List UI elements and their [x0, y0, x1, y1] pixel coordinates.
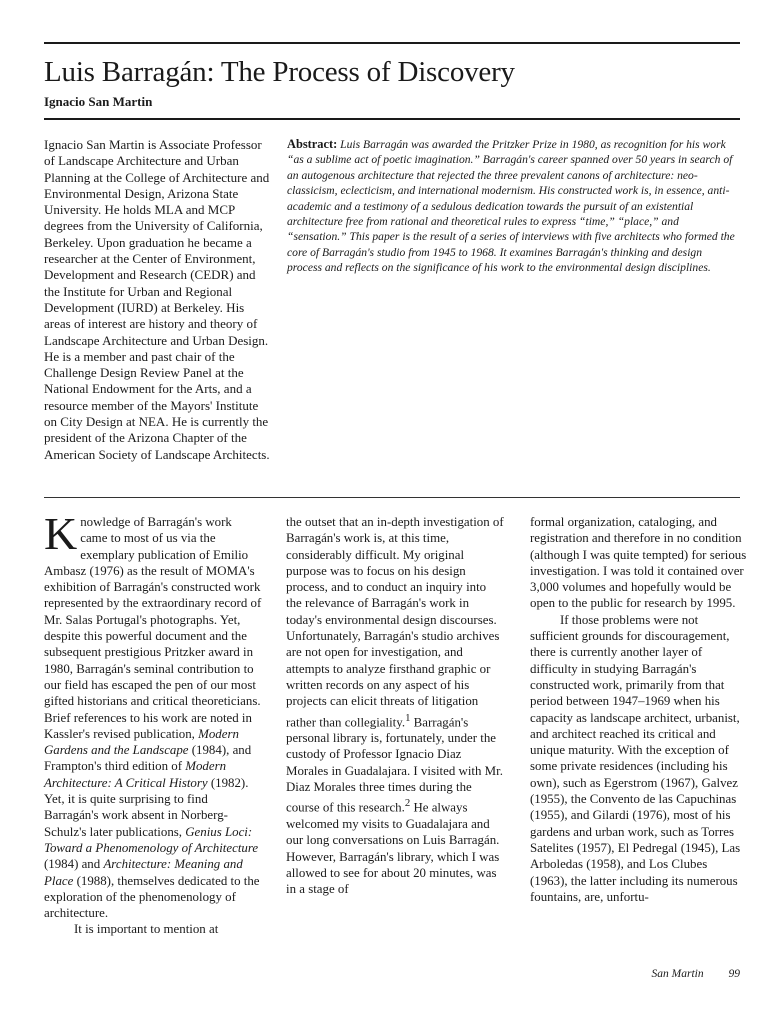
author-bio: Ignacio San Martin is Associate Professor of Landscape Architecture and Urban Planning at the College of Architecture and Environmental Design, Arizona State University. He holds MLA and MCP degrees from the University of California, Berkeley. Upon graduation he became a researcher at the Center of Environment, Development and Research (CEDR) and the Institute for Urban and Regional Development (IURD) at Berkeley. His areas of interest are history and theory of Landscape Architecture and Urban Design. He is a member and past chair of the Challenge Design Review Panel at the National Endowment for the Arts, and a resource member of the Mayors' Institute on City Design at NEA. He is currently the president of the Arizona Chapter of the American Society of Landscape Architects.: [44, 137, 270, 462]
citation-title: Architecture: Meaning and Place: [44, 857, 243, 888]
body-paragraph: If those problems were not sufficient grounds for discouragement, there is currently another layer of difficulty in studying Barragán's constructed work, primarily from that period between 1947–1969 when his capacity as landscape architect, urbanist, and architect reached its critical and unique maturity. With the exception of some private residences (including his own), such as Egerstrom (1967), Galvez (1955), the Convento de las Capuchinas (1955), and Gilardi (1976), most of his gardens and urban work, such as Torres Satelites (1957), El Pedregal (1945), Las Arboledas (1958), and Los Clubes (1963), the latter including its numerous fountains, are, unfortu-: [530, 612, 741, 904]
body-text: (1982). Yet, it is quite surprising to find Barragán's work absent in Norberg-Schulz's later publications,: [44, 775, 249, 839]
top-rule: [44, 42, 740, 44]
body-paragraph: [44, 508, 262, 921]
abstract: [287, 137, 739, 276]
body-text: (1988), themselves dedicated to the exploration of the phenomenology of architecture.: [44, 873, 260, 921]
drop-cap: K: [44, 508, 78, 559]
header-rule: [44, 118, 740, 120]
running-head: San Martin: [651, 968, 704, 980]
citation-title: Modern Architecture: A Critical History: [44, 759, 227, 790]
body-text: (1984), and Frampton's third edition of: [44, 743, 252, 774]
author-name: Ignacio San Martin: [44, 94, 153, 109]
abstract-text: Luis Barragán was awarded the Pritzker Prize in 1980, as recognition for his work “as a sublime act of poetic imagination.” Barragán's career spanned over 50 years in search of an autogenous architecture that rejected the three prevalent canons of architecture: neo-classicism, eclecticism, and international modernism. His constructed work is, in essence, anti-academic and a testimony of a sedulous dedication towards the pursuit of an existential architecture free from rational and theoretical rules to express “time,” “place,” and “sensation.” This paper is the result of a series of interviews with five architects who formed the core of Barragán's studio from 1945 to 1968. It examines Barragán's thinking and design process and reflects on the significance of his work to the environmental design disciplines.: [287, 138, 735, 275]
body-rule: [44, 497, 740, 498]
body-text: the outset that an in-depth investigation of Barragán's work is, at this time, considerably difficult. My original purpose was to focus on his design process, and to conduct an inquiry into the relevance of Barragán's work in today's environmental design discourses. Unfortunately, Barragán's studio archives are not open for investigation, and attempts to analyze firsthand graphic or written records on any aspect of his projects can elicit threats of litigation rather than collegiality.: [286, 515, 504, 729]
body-text: He always welcomed my visits to Guadalajara and our long conversations on Luis Barragán. However, Barragán's library, which I was allowed to see for about 20 minutes, was in a stage of: [286, 800, 500, 897]
body-column-2: [286, 514, 504, 897]
citation-title: Genius Loci: Toward a Phenomenology of Architecture: [44, 824, 259, 855]
body-column-3: [530, 514, 748, 905]
abstract-label: Abstract:: [287, 137, 338, 151]
body-text: nowledge of Barragán's work came to most of us via the exemplary publication of Emilio Ambasz (1976) as the result of MOMA's exhibition of Barragán's constructed work represented by the extraordinary record of Mr. Salas Portugal's photographs. Yet, despite this powerful document and the subsequent prestigious Pritzker award in 1980, Barragán's seminal contribution to our field has escaped the pen of our most gifted historians and critical theoreticians. Brief references to his work are noted in Kassler's revised publication,: [44, 515, 262, 741]
footnote-marker: 2: [404, 797, 411, 810]
body-column-1: [44, 508, 262, 938]
page-number: 99: [728, 968, 740, 980]
body-paragraph: It is important to mention at: [74, 922, 219, 937]
body-paragraph: formal organization, cataloging, and registration and therefore in no condition (although I was quite tempted) for serious investigation. I was told it contained over 3,000 volumes and hopefully would be open to the public for research by 1995.: [530, 515, 747, 611]
body-text: Barragán's personal library is, fortunately, under the custody of Professor Ignacio Diaz Morales in Guadalajara. I visited with Mr. Diaz Morales three times during the course of this research.: [286, 714, 503, 815]
article-title: Luis Barragán: The Process of Discovery: [44, 56, 515, 88]
footnote-marker: 1: [405, 711, 411, 724]
body-paragraph: [286, 514, 504, 897]
body-text: (1984) and: [44, 857, 104, 872]
citation-title: Modern Gardens and the Landscape: [44, 726, 239, 758]
page-footer: [652, 968, 740, 980]
